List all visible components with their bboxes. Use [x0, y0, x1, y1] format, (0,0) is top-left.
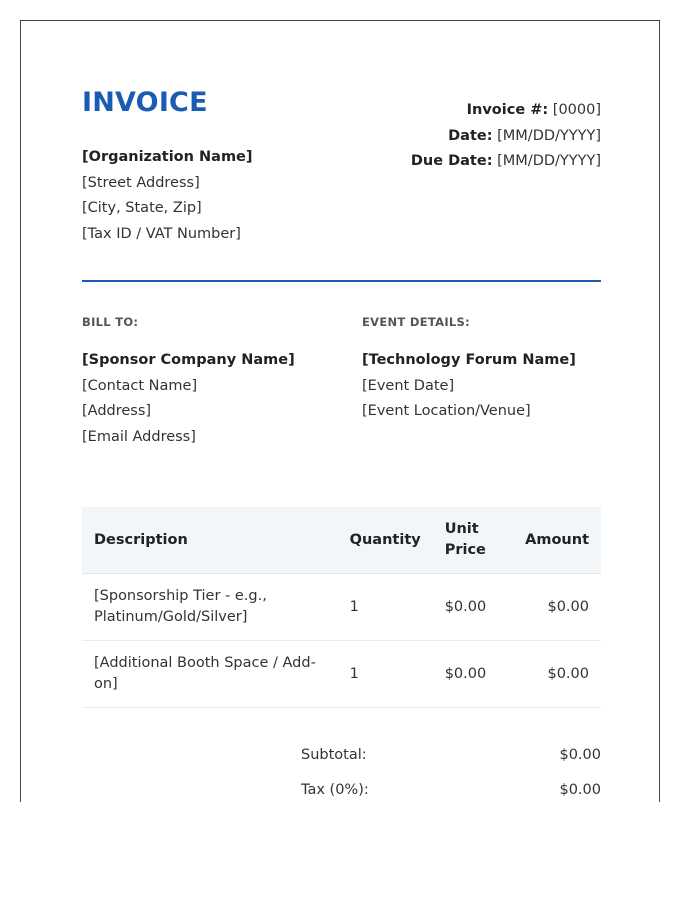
sponsor-company-name: [Sponsor Company Name]	[82, 352, 295, 368]
bill-to-details	[82, 348, 342, 451]
invoice-date-row	[411, 124, 601, 150]
column-header-amount: Amount	[513, 507, 601, 574]
contact-name: [Contact Name]	[82, 377, 198, 394]
sponsor-address: [Address]	[82, 403, 152, 420]
event-location: [Event Location/Venue]	[362, 403, 531, 420]
row-quantity: 1	[338, 641, 433, 708]
line-items-table	[82, 507, 601, 708]
column-header-unit-price: Unit Price	[433, 507, 513, 574]
row-unit-price: $0.00	[433, 641, 513, 708]
invoice-date-value: [MM/DD/YYYY]	[497, 127, 601, 144]
invoice-due-date-label: Due Date:	[410, 153, 493, 170]
row-amount: $0.00	[513, 641, 601, 708]
subtotal-value: $0.00	[559, 747, 601, 763]
event-details-heading: EVENT DETAILS:	[362, 315, 471, 329]
column-header-quantity: Quantity	[338, 507, 433, 574]
invoice-number-label: Invoice #:	[466, 102, 549, 118]
totals-section	[82, 743, 601, 802]
invoice-number-value: [0000]	[552, 102, 601, 118]
organization-city: [City, State, Zip]	[82, 200, 202, 217]
subtotal-row	[82, 743, 601, 778]
event-details-section	[362, 315, 602, 425]
bill-to-section	[82, 315, 342, 451]
event-date: [Event Date]	[362, 377, 455, 394]
row-amount: $0.00	[513, 574, 601, 641]
column-header-description: Description	[82, 507, 338, 574]
row-description: [Sponsorship Tier - e.g., Platinum/Gold/Silver]	[82, 574, 338, 641]
organization-name: [Organization Name]	[82, 149, 253, 165]
event-details	[362, 348, 602, 425]
subtotal-label: Subtotal:	[301, 747, 367, 763]
tax-value: $0.00	[559, 782, 601, 798]
organization-block	[82, 145, 253, 248]
row-quantity: 1	[338, 574, 433, 641]
organization-tax-id: [Tax ID / VAT Number]	[82, 226, 241, 243]
invoice-title: INVOICE	[82, 87, 208, 118]
invoice-date-label: Date:	[448, 127, 493, 144]
invoice-number-row	[411, 98, 601, 124]
row-description: [Additional Booth Space / Add-on]	[82, 641, 338, 708]
table-header-row	[82, 507, 601, 574]
organization-street: [Street Address]	[82, 174, 200, 191]
sponsor-email: [Email Address]	[82, 429, 196, 446]
invoice-meta	[411, 98, 601, 175]
header-divider	[82, 280, 601, 282]
table-row	[82, 641, 601, 708]
invoice-sheet	[20, 20, 660, 802]
event-name: [Technology Forum Name]	[362, 352, 576, 368]
tax-row	[82, 778, 601, 802]
bill-to-heading: BILL TO:	[82, 315, 139, 329]
tax-label: Tax (0%):	[301, 782, 369, 798]
row-unit-price: $0.00	[433, 574, 513, 641]
invoice-due-date-value: [MM/DD/YYYY]	[497, 153, 601, 170]
table-row	[82, 574, 601, 641]
invoice-due-date-row	[411, 149, 601, 175]
